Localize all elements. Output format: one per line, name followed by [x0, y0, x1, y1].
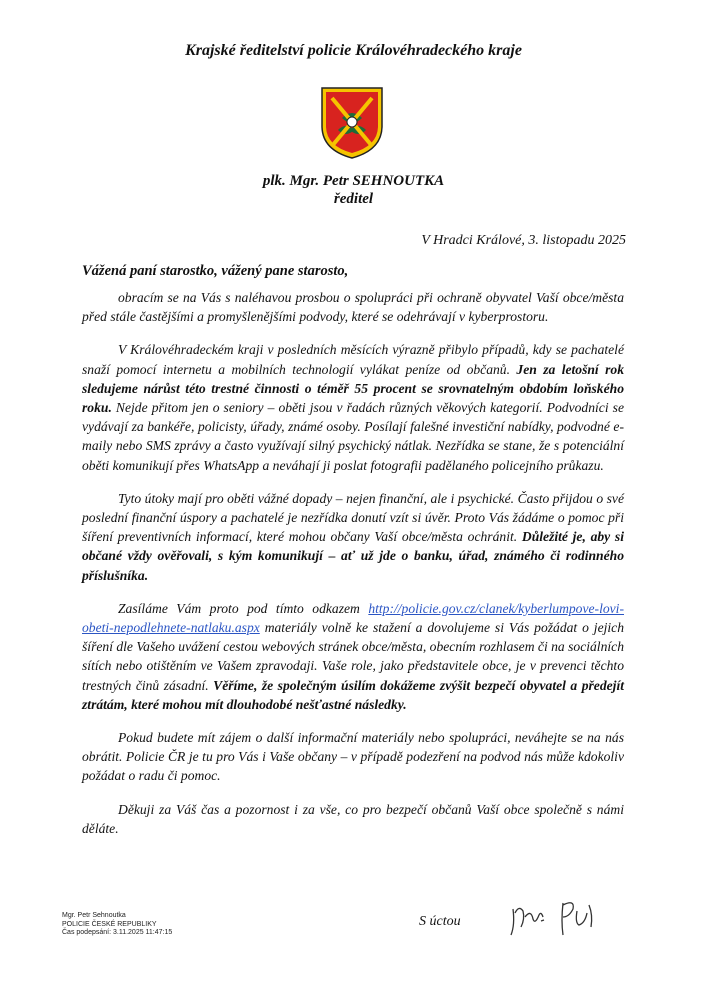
police-crest-icon: [320, 86, 384, 160]
paragraph-3: [82, 489, 624, 585]
p2-text-cont: Nejde přitom jen o seniory – oběti jsou v řadách různých věkových kategorií. Podvodníci se vydávají za bankéře, policisty, úřady, známé osoby. Posílají falešné investiční nabídky, podvodné e-maily nebo SMS zprávy a často využívají silný psychický nátlak. Nezřídka se stane, že s potenciální oběti komunikují přes WhatsApp a neváhají ji poslat fotografii padělaného policejního průkazu.: [82, 400, 624, 473]
paragraph-5: Pokud budete mít zájem o další informační materiály nebo spolupráci, neváhejte se na nás obrátit. Policie ČR je tu pro Vás i Vaše občany – v případě podezření na podvod nás může kdokoliv požádat o radu či pomoc.: [82, 730, 624, 784]
p3-emphasis: Důležité je, aby si občané vždy ověřovali, s kým komunikují – ať už jde o banku, úřad, známého či rodinného příslušníka.: [82, 529, 624, 583]
p4-emphasis: Věříme, že společným úsilím dokážeme zvýšit bezpečí obyvatel a předejít ztrátám, které mohou mít dlouhodobé nešťastné následky.: [82, 677, 624, 712]
p2-emphasis: Jen za letošní rok sledujeme nárůst této trestné činnosti o téměř 55 procent se srovnatelným obdobím loňského roku.: [82, 361, 624, 416]
paragraph-4: [82, 599, 624, 714]
signature-stamp: [62, 912, 172, 938]
materials-link[interactable]: http://policie.gov.cz/clanek/kyberlumpove-lovi-obeti-nepodlehnete-natlaku.aspx: [82, 600, 624, 636]
signer-name: plk. Mgr. Petr SEHNOUTKA: [262, 173, 445, 189]
closing-text: S úctou: [419, 914, 461, 929]
letter-body: [82, 288, 624, 852]
p2-text: V Královéhradeckém kraji v posledních měsících výrazně přibylo případů, kdy se pachatelé snaží pomocí internetu a mobilních technologií vylákat peníze od občanů.: [82, 342, 624, 377]
p4-text-cont: materiály volně ke stažení a dovolujeme si Vás požádat o jejich šíření dle Vašeho uvážení cestou webových stránek obce/města, obecním rozhlasem či na sociálních sítích nebo otištěním ve Vašem zpravodaji. Vaše role, jako představitele obce, je v prevenci těchto trestných činů zásadní.: [82, 620, 624, 693]
signer-block: [0, 172, 707, 208]
signer-role: ředitel: [333, 191, 374, 207]
salutation: Vážená paní starostko, vážený pane starosto,: [82, 263, 349, 279]
paragraph-6: Děkuji za Váš čas a pozornost i za vše, co pro bezpečí občanů Vaší obce společně s námi děláte.: [82, 801, 624, 836]
p4-text: Zasíláme Vám proto pod tímto odkazem: [118, 600, 369, 616]
stamp-timestamp: Čas podepsání: 3.11.2025 11:47:15: [62, 929, 173, 936]
paragraph-1: obracím se na Vás s naléhavou prosbou o spolupráci při ochraně obyvatel Vaší obce/města před stále častějšími a promyšlenějšími podvody, které se odehrávají v kyberprostoru.: [82, 290, 624, 325]
letter-date: V Hradci Králové, 3. listopadu 2025: [421, 233, 626, 248]
stamp-name: Mgr. Petr Sehnoutka: [62, 912, 126, 919]
paragraph-2: [82, 340, 624, 474]
handwritten-signature: [505, 895, 605, 939]
p3-text: Tyto útoky mají pro oběti vážné dopady – nejen finanční, ale i psychické. Často přijdou o své poslední finanční úspory a pachatelé je nezřídka donutí vzít si úvěr. Proto Vás žádáme o pomoc při šíření preventivních informací, které mohou občany Vaší obce/města ochránit.: [82, 490, 624, 545]
stamp-organization: POLICIE ČESKÉ REPUBLIKY: [62, 920, 157, 928]
institution-title: Krajské ředitelství policie Královéhradeckého kraje: [185, 42, 522, 59]
